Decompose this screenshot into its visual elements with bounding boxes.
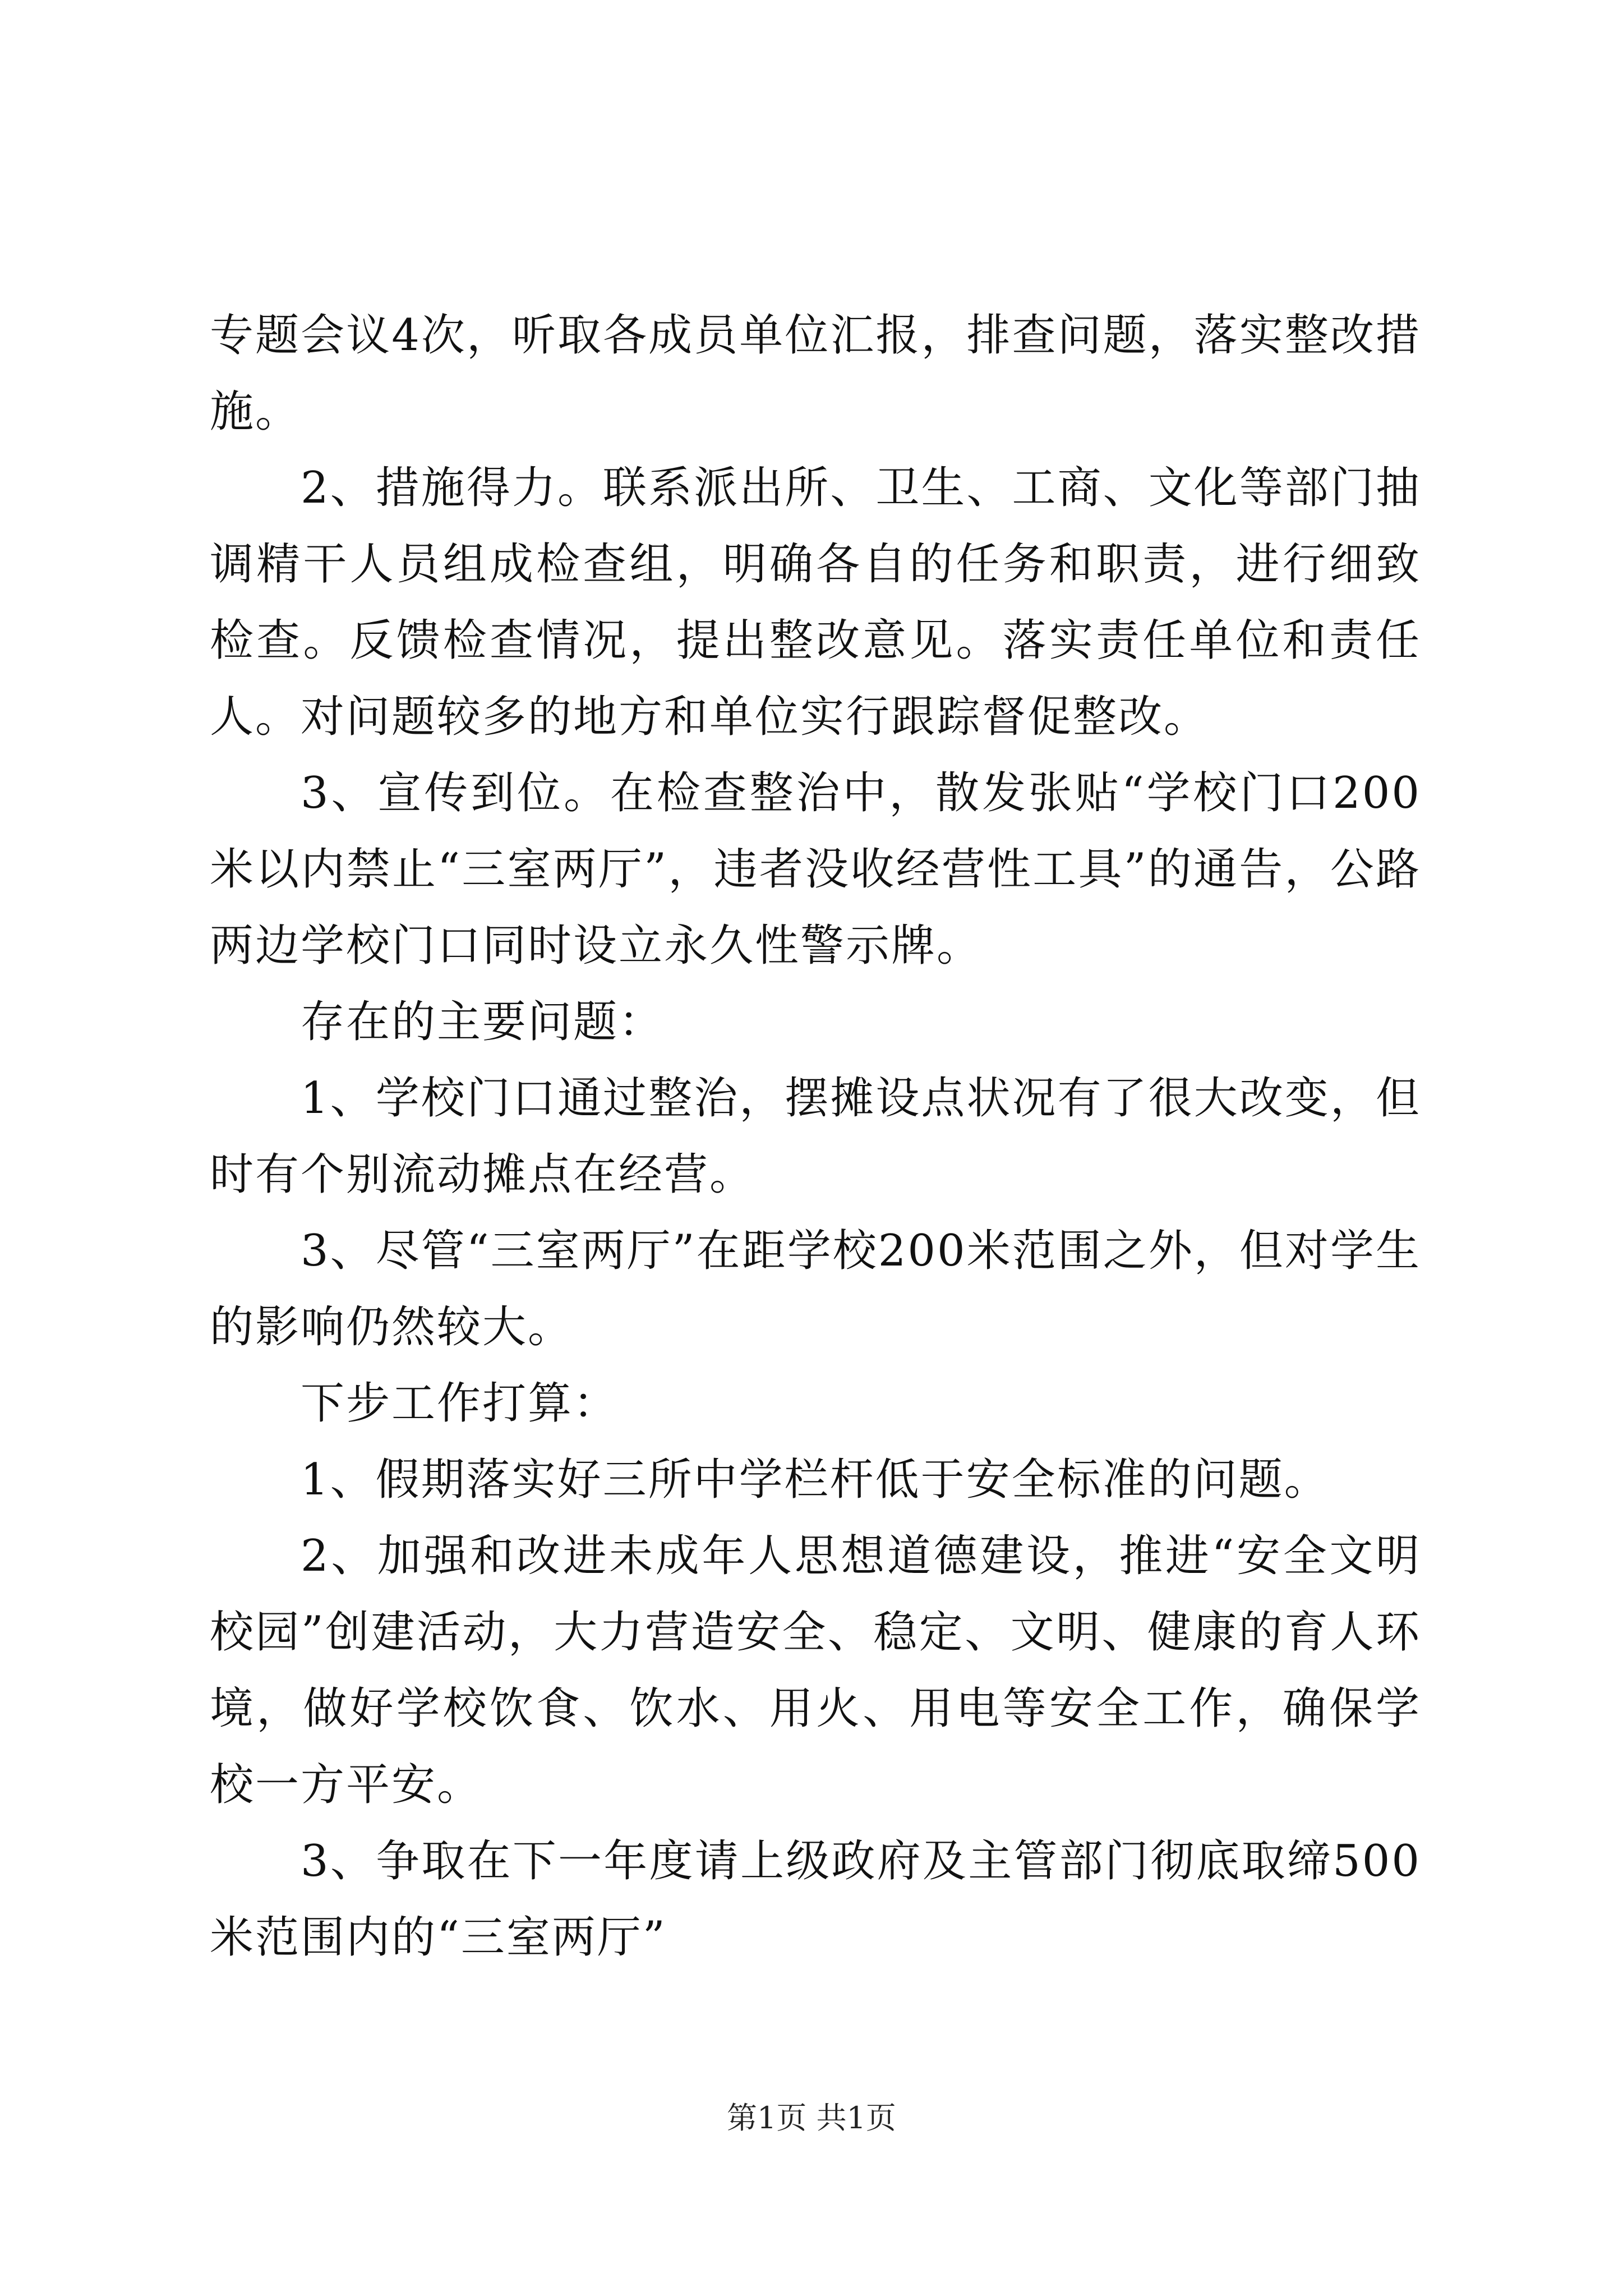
page-footer: 第1页 共1页 xyxy=(727,2100,896,2136)
paragraph-5: 1、学校门口通过整治，摆摊设点状况有了很大改变，但时有个别流动摊点在经营。 xyxy=(210,1073,1421,1200)
paragraph-10: 3、争取在下一年度请上级政府及主管部门彻底取缔500米范围内的“三室两厅” xyxy=(210,1836,1421,1963)
paragraph-2: 2、措施得力。联系派出所、卫生、工商、文化等部门抽调精干人员组成检查组，明确各自的任务和职责，进行细致检查。反馈检查情况，提出整改意见。落实责任单位和责任人。对问题较多的地方和单位实行跟踪督促整改。 xyxy=(210,463,1421,742)
paragraph-1: 专题会议4次，听取各成员单位汇报，排查问题，落实整改措施。 xyxy=(210,310,1421,437)
paragraph-6: 3、尽管“三室两厅”在距学校200米范围之外，但对学生的影响仍然较大。 xyxy=(210,1226,1421,1352)
section-heading-next-steps: 下步工作打算： xyxy=(301,1378,619,1429)
paragraph-9: 2、加强和改进未成年人思想道德建设，推进“安全文明校园”创建活动，大力营造安全、稳定、文明、健康的育人环境，做好学校饮食、饮水、用火、用电等安全工作，确保学校一方平安。 xyxy=(210,1531,1421,1810)
document-body xyxy=(210,297,1421,1976)
paragraph-3: 3、宣传到位。在检查整治中，散发张贴“学校门口200米以内禁止“三室两厅”，违者没收经营性工具”的通告，公路两边学校门口同时设立永久性警示牌。 xyxy=(210,768,1421,971)
section-heading-problems: 存在的主要问题： xyxy=(301,997,665,1047)
paragraph-8: 1、假期落实好三所中学栏杆低于安全标准的问题。 xyxy=(301,1455,1330,1505)
